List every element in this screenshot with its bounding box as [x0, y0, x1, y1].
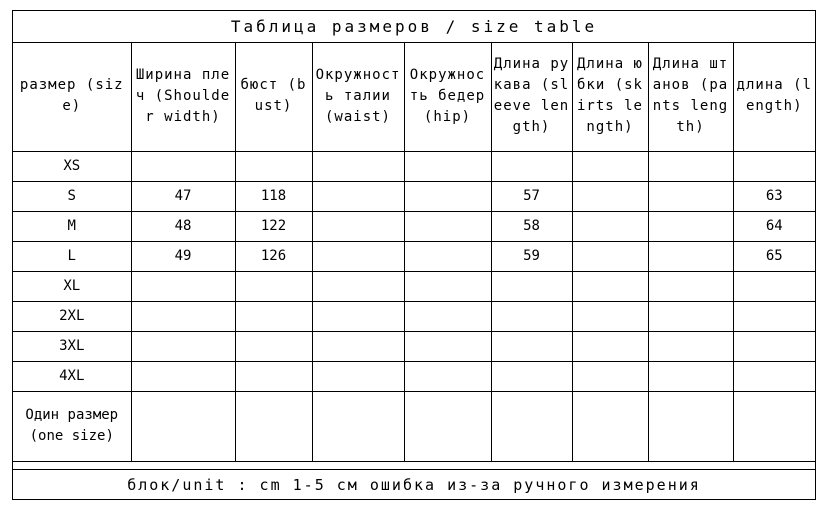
header-pants-length: Длина штанов (pants length) — [648, 42, 733, 151]
table-cell — [235, 391, 312, 461]
table-cell — [312, 151, 404, 181]
table-cell — [648, 151, 733, 181]
table-cell — [235, 361, 312, 391]
table-cell: 64 — [733, 211, 815, 241]
table-cell — [733, 391, 815, 461]
table-cell — [404, 391, 491, 461]
size-label-cell: 4XL — [13, 361, 131, 391]
table-cell: 122 — [235, 211, 312, 241]
table-cell — [312, 181, 404, 211]
table-cell — [733, 331, 815, 361]
size-label-cell: 3XL — [13, 331, 131, 361]
size-label-cell: M — [13, 211, 131, 241]
header-size: размер (size) — [13, 42, 131, 151]
table-cell — [572, 361, 648, 391]
table-cell: 48 — [131, 211, 235, 241]
table-cell — [572, 181, 648, 211]
table-cell — [312, 241, 404, 271]
table-cell — [404, 151, 491, 181]
table-cell — [648, 391, 733, 461]
table-cell — [648, 271, 733, 301]
table-cell: 59 — [491, 241, 572, 271]
table-cell — [491, 331, 572, 361]
table-cell — [131, 271, 235, 301]
table-cell: 63 — [733, 181, 815, 211]
table-cell — [404, 361, 491, 391]
table-cell — [235, 151, 312, 181]
size-table — [13, 42, 815, 462]
table-cell — [491, 271, 572, 301]
table-cell — [648, 181, 733, 211]
header-row — [13, 42, 815, 151]
size-table-frame — [12, 10, 816, 500]
table-cell — [312, 361, 404, 391]
table-cell — [312, 271, 404, 301]
table-cell: 47 — [131, 181, 235, 211]
table-cell — [491, 361, 572, 391]
table-cell: 49 — [131, 241, 235, 271]
table-cell — [404, 181, 491, 211]
table-cell — [312, 331, 404, 361]
size-label-cell: L — [13, 241, 131, 271]
table-cell — [131, 151, 235, 181]
size-label-cell: Один размер (one size) — [13, 391, 131, 461]
table-cell — [733, 151, 815, 181]
table-cell: 126 — [235, 241, 312, 271]
table-row — [13, 241, 815, 271]
table-cell — [312, 391, 404, 461]
header-sleeve-length: Длина рукава (sleeve length) — [491, 42, 572, 151]
table-cell: 57 — [491, 181, 572, 211]
size-label-cell: XL — [13, 271, 131, 301]
table-row — [13, 151, 815, 181]
table-cell — [131, 301, 235, 331]
table-cell — [131, 361, 235, 391]
table-cell — [404, 211, 491, 241]
table-cell — [312, 211, 404, 241]
header-waist: Окружность талии (waist) — [312, 42, 404, 151]
table-cell: 118 — [235, 181, 312, 211]
header-hip: Окружность бедер (hip) — [404, 42, 491, 151]
table-cell — [648, 361, 733, 391]
header-skirt-length: Длина юбки (skirts length) — [572, 42, 648, 151]
size-label-cell: S — [13, 181, 131, 211]
header-bust: бюст (bust) — [235, 42, 312, 151]
table-cell — [648, 331, 733, 361]
table-cell — [572, 241, 648, 271]
table-cell — [648, 241, 733, 271]
table-row — [13, 211, 815, 241]
table-cell — [648, 211, 733, 241]
table-cell — [491, 391, 572, 461]
table-cell — [235, 331, 312, 361]
table-footer-note: блок/unit : cm 1-5 см ошибка из-за ручного измерения — [13, 469, 815, 499]
table-row — [13, 331, 815, 361]
size-label-cell: 2XL — [13, 301, 131, 331]
table-cell — [648, 301, 733, 331]
table-row — [13, 301, 815, 331]
table-cell — [733, 301, 815, 331]
table-cell — [572, 391, 648, 461]
table-cell — [404, 331, 491, 361]
table-cell — [572, 271, 648, 301]
table-cell — [572, 331, 648, 361]
table-cell — [733, 271, 815, 301]
table-cell — [404, 241, 491, 271]
header-length: длина (length) — [733, 42, 815, 151]
table-cell — [404, 301, 491, 331]
table-cell — [131, 391, 235, 461]
table-cell — [572, 211, 648, 241]
table-row — [13, 361, 815, 391]
table-row — [13, 181, 815, 211]
table-cell: 65 — [733, 241, 815, 271]
table-row — [13, 391, 815, 461]
table-cell — [235, 271, 312, 301]
table-cell — [312, 301, 404, 331]
table-row — [13, 271, 815, 301]
table-cell — [572, 151, 648, 181]
size-label-cell: XS — [13, 151, 131, 181]
table-title: Таблица размеров / size table — [13, 11, 815, 43]
table-cell — [404, 271, 491, 301]
table-cell — [491, 301, 572, 331]
table-cell — [235, 301, 312, 331]
table-cell: 58 — [491, 211, 572, 241]
table-cell — [131, 331, 235, 361]
table-cell — [572, 301, 648, 331]
header-shoulder-width: Ширина плеч (Shoulder width) — [131, 42, 235, 151]
table-cell — [733, 361, 815, 391]
table-cell — [491, 151, 572, 181]
